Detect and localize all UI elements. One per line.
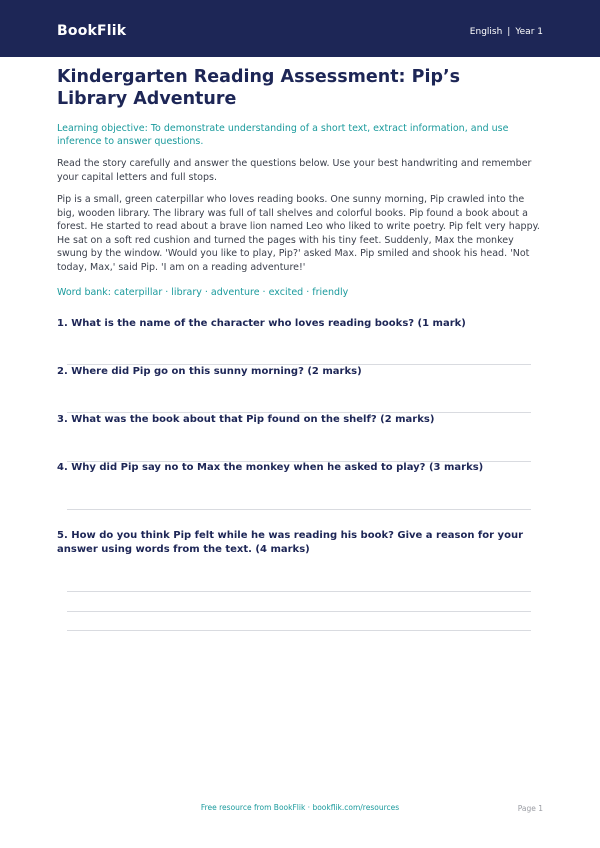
page-number: Page 1 — [517, 804, 543, 813]
page-header — [0, 0, 600, 57]
answer-line[interactable] — [67, 591, 531, 592]
page-title: Kindergarten Reading Assessment: Pip’s Library Adventure — [57, 67, 461, 109]
answer-line[interactable] — [67, 509, 531, 510]
footer-resource-link[interactable]: Free resource from BookFlik · bookflik.com/resources — [200, 803, 400, 812]
word-bank: Word bank: caterpillar · library · adventure · excited · friendly — [57, 287, 349, 298]
question-5: 5. How do you think Pip felt while he was reading his book? Give a reason for your answer using words from the text. (4 marks) — [57, 530, 523, 555]
subject-year-label: English | Year 1 — [469, 27, 543, 37]
story-text: Pip is a small, green caterpillar who loves reading books. One sunny morning, Pip crawled into the big, wooden library. The library was full of tall shelves and colorful books. Pip found a book about a forest. He started to read about a brave lion named Leo who liked to write poetry. Pip felt very happy. He sat on a soft red cushion and turned the pages with his tiny feet. Suddenly, Max the monkey swung by the window. 'Would you like to play, Pip?' asked Max. Pip smiled and shook his head. 'Not today, Max,' said Pip. 'I am on a reading adventure!' — [57, 194, 540, 273]
question-1: 1. What is the name of the character who loves reading books? (1 mark) — [57, 318, 466, 329]
brand-logo-text[interactable]: BookFlik — [57, 23, 127, 39]
year-label: Year 1 — [515, 27, 543, 37]
answer-line[interactable] — [67, 611, 531, 612]
question-4: 4. Why did Pip say no to Max the monkey when he asked to play? (3 marks) — [57, 462, 484, 473]
instructions-text: Read the story carefully and answer the questions below. Use your best handwriting and remember your capital letters and full stops. — [57, 158, 532, 183]
question-2: 2. Where did Pip go on this sunny morning? (2 marks) — [57, 366, 362, 377]
question-3: 3. What was the book about that Pip found on the shelf? (2 marks) — [57, 414, 435, 425]
learning-objective: Learning objective: To demonstrate understanding of a short text, extract information, and use inference to answer questions. — [57, 123, 509, 147]
answer-line[interactable] — [67, 630, 531, 631]
subject-label: English — [469, 27, 503, 37]
